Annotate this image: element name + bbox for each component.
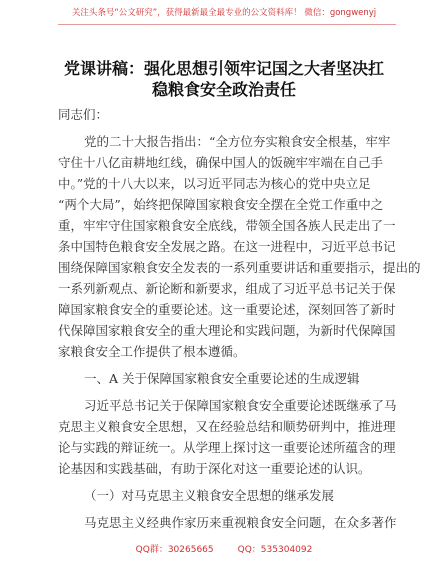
- salutation: 同志们：: [58, 107, 109, 122]
- paragraph-3: [58, 512, 396, 533]
- paragraph-line: 一系列新观点、新论断和新要求，组成了习近平总书记关于保: [58, 281, 396, 296]
- paragraph-line: 守住十八亿亩耕地红线，确保中国人的饭碗牢牢端在自己手: [58, 155, 384, 170]
- document-body: [58, 104, 421, 533]
- paragraph-line: 家粮食安全工作提供了根本遵循。: [58, 344, 246, 359]
- paragraph-line: 障国家粮食安全的重要论述。这一重要论述，深刻回答了新时: [58, 302, 396, 317]
- paragraph-2: [58, 395, 396, 479]
- paragraph-line: “两个大局”，始终把保障国家粮食安全摆在全党工作重中之: [58, 197, 384, 212]
- paragraph-line: 习近平总书记关于保障国家粮食安全重要论述既继承了马: [84, 398, 397, 413]
- paragraph-line: 条中国特色粮食安全发展之路。在这一进程中，习近平总书记: [58, 239, 396, 254]
- paragraph-line: 论基因和实践基础，有助于深化对这一重要论述的认识。: [58, 461, 371, 476]
- paragraph-line: 中。”党的十八大以来，以习近平同志为核心的党中央立足: [58, 176, 371, 191]
- paragraph-line: 围绕保障国家粮食安全发表的一系列重要讲话和重要指示，提出的: [58, 260, 421, 275]
- section-heading: 一、A 关于保障国家粮食安全重要论述的生成逻辑: [84, 371, 360, 386]
- paragraph-line: 论与实践的辩证统一。从学理上探讨这一重要论述所蕴含的理: [58, 440, 396, 455]
- document-title: [0, 58, 448, 100]
- header-divider: [58, 24, 396, 25]
- footer-qq-group: QQ群：30265665: [135, 545, 214, 555]
- footer-contact: [0, 542, 448, 555]
- paragraph-line: 党的二十大报告指出：“全方位夯实粮食安全根基，牢牢: [84, 134, 391, 149]
- title-line-1: 党课讲稿：强化思想引领牢记国之大者坚决扛: [63, 59, 384, 78]
- header-banner: 关注头条号“公文研究”，获得最新最全最专业的公文资料库！ 微信：gongwenyj: [71, 8, 377, 18]
- paragraph-1: [58, 131, 421, 362]
- paragraph-line: 马克思主义经典作家历来重视粮食安全问题，在众多著作: [84, 515, 397, 530]
- paragraph-line: 克思主义粮食安全思想，又在经验总结和顺势研判中，推进理: [58, 419, 396, 434]
- footer-qq: QQ：535304092: [237, 545, 313, 555]
- subsection-heading: （一）对马克思主义粮食安全思想的继承发展: [84, 488, 335, 503]
- title-line-2: 稳粮食安全政治责任: [151, 80, 296, 99]
- paragraph-line: 重，牢牢守住国家粮食安全底线，带领全国各族人民走出了一: [58, 218, 396, 233]
- paragraph-line: 代保障国家粮食安全的重大理论和实践问题，为新时代保障国: [58, 323, 396, 338]
